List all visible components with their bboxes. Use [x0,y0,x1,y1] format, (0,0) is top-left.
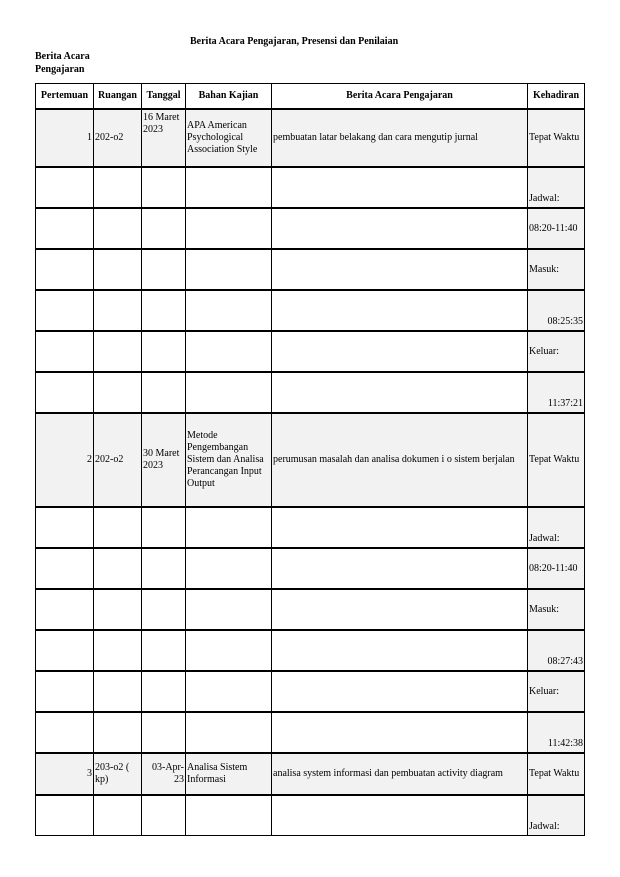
section-heading: Berita Acara Pengajaran [35,51,90,75]
cell-jadwal-label: Jadwal: [528,795,585,836]
table-row [36,208,585,249]
page-title: Berita Acara Pengajaran, Presensi dan Penilaian [190,36,399,47]
table-row [36,249,585,290]
table-row [36,589,585,630]
table-row [36,712,585,753]
header-kehadiran: Kehadiran [528,84,585,110]
cell-ruangan: 202-o2 [94,413,142,507]
cell-status: Tepat Waktu [528,109,585,167]
cell-bahan-kajian: Metode Pengembangan Sistem dan Analisa Perancangan Input Output [186,413,272,507]
cell-keluar: 11:42:38 [528,712,585,753]
header-ruangan: Ruangan [94,84,142,110]
table-row [36,109,585,167]
cell-masuk: 08:25:35 [528,290,585,331]
table-row [36,167,585,208]
table-row [36,753,585,795]
table-row [36,795,585,836]
cell-jadwal-label: Jadwal: [528,167,585,208]
table-row [36,331,585,372]
table-row [36,290,585,331]
cell-tanggal: 30 Maret 2023 [142,413,186,507]
cell-bahan-kajian: Analisa Sistem Informasi [186,753,272,795]
table-header-row [36,84,585,110]
cell-ruangan: 202-o2 [94,109,142,167]
table-row [36,671,585,712]
table-row [36,413,585,507]
table-row [36,372,585,413]
cell-bahan-kajian: APA American Psychological Association Style [186,109,272,167]
cell-pertemuan: 1 [36,109,94,167]
cell-berita-acara: pembuatan latar belakang dan cara mengutip jurnal [272,109,528,167]
header-pertemuan: Pertemuan [36,84,94,110]
cell-tanggal: 16 Maret 2023 [142,109,186,167]
cell-ruangan: 203-o2 ( kp) [94,753,142,795]
table-row [36,630,585,671]
table-row [36,507,585,548]
cell-status: Tepat Waktu [528,753,585,795]
cell-keluar-label: Keluar: [528,671,585,712]
cell-masuk: 08:27:43 [528,630,585,671]
cell-pertemuan: 3 [36,753,94,795]
cell-masuk-label: Masuk: [528,249,585,290]
cell-pertemuan: 2 [36,413,94,507]
header-tanggal: Tanggal [142,84,186,110]
table-row [36,548,585,589]
cell-keluar: 11:37:21 [528,372,585,413]
cell-berita-acara: perumusan masalah dan analisa dokumen i o sistem berjalan [272,413,528,507]
cell-status: Tepat Waktu [528,413,585,507]
cell-keluar-label: Keluar: [528,331,585,372]
cell-tanggal: 03-Apr-23 [142,753,186,795]
cell-berita-acara: analisa system informasi dan pembuatan activity diagram [272,753,528,795]
attendance-table [35,83,585,836]
cell-masuk-label: Masuk: [528,589,585,630]
header-berita-acara: Berita Acara Pengajaran [272,84,528,110]
header-bahan-kajian: Bahan Kajian [186,84,272,110]
cell-jadwal-label: Jadwal: [528,507,585,548]
cell-jadwal: 08:20-11:40 [528,548,585,589]
cell-jadwal: 08:20-11:40 [528,208,585,249]
